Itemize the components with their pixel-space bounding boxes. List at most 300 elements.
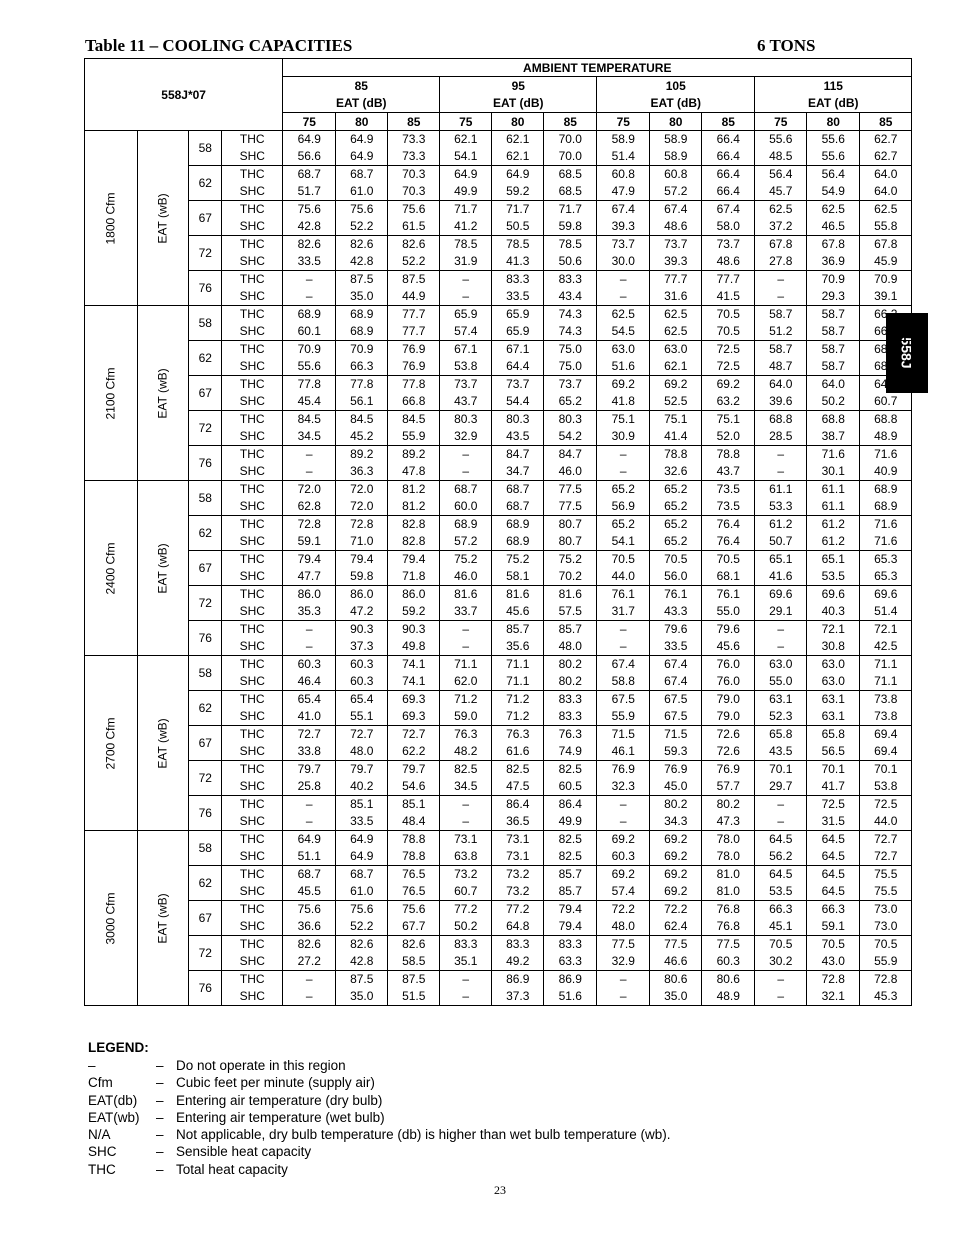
shc-value: 39.1 <box>860 288 912 306</box>
thc-value: 76.4 <box>702 516 755 534</box>
shc-value: – <box>755 813 807 831</box>
wet-bulb-temp: 76 <box>189 796 222 831</box>
shc-value: 78.0 <box>702 848 755 866</box>
thc-value: 67.4 <box>650 656 702 674</box>
legend-description: Entering air temperature (wet bulb) <box>176 1109 385 1125</box>
shc-value: 47.8 <box>388 463 440 481</box>
cfm-label: 2700 Cfm <box>103 716 118 770</box>
thc-value: 70.0 <box>544 131 597 149</box>
shc-value: 70.5 <box>702 323 755 341</box>
shc-value: 52.2 <box>336 918 388 936</box>
thc-value: 75.6 <box>388 201 440 219</box>
shc-value: 65.2 <box>650 533 702 551</box>
thc-value: 64.0 <box>755 376 807 394</box>
thc-value: 63.0 <box>807 656 860 674</box>
wet-bulb-temp: 72 <box>189 936 222 971</box>
shc-value: 41.2 <box>440 218 492 236</box>
legend-dash: – <box>156 1144 164 1160</box>
thc-value: 70.5 <box>755 936 807 954</box>
thc-value: 75.6 <box>283 201 336 219</box>
thc-value: 80.2 <box>702 796 755 814</box>
thc-value: 68.9 <box>492 516 544 534</box>
thc-value: 72.0 <box>283 481 336 499</box>
eat-db-label: EAT (dB) <box>808 95 859 110</box>
cfm-label: 3000 Cfm <box>103 891 118 945</box>
thc-value: 82.5 <box>492 761 544 779</box>
shc-value: 39.6 <box>755 393 807 411</box>
thc-value: 71.1 <box>492 656 544 674</box>
thc-value: 76.8 <box>702 901 755 919</box>
shc-value: 59.8 <box>544 218 597 236</box>
shc-value: – <box>440 988 492 1006</box>
thc-row-label: THC <box>222 726 283 744</box>
shc-value: 55.0 <box>702 603 755 621</box>
shc-value: 41.7 <box>807 778 860 796</box>
shc-value: – <box>283 988 336 1006</box>
shc-value: 48.0 <box>597 918 650 936</box>
thc-value: 67.1 <box>492 341 544 359</box>
shc-value: 60.7 <box>440 883 492 901</box>
thc-value: 69.2 <box>597 866 650 884</box>
shc-value: 41.3 <box>492 253 544 271</box>
shc-value: 51.5 <box>388 988 440 1006</box>
thc-value: 68.7 <box>336 866 388 884</box>
section-tab-label: 558J <box>899 337 915 369</box>
shc-value: – <box>755 288 807 306</box>
thc-value: 77.8 <box>336 376 388 394</box>
shc-value: 73.2 <box>492 883 544 901</box>
thc-value: 72.8 <box>807 971 860 989</box>
shc-value: 57.5 <box>544 603 597 621</box>
shc-value: 51.6 <box>597 358 650 376</box>
shc-value: 43.5 <box>755 743 807 761</box>
thc-value: 84.7 <box>544 446 597 464</box>
thc-value: 62.1 <box>440 131 492 149</box>
wet-bulb-temp: 67 <box>189 551 222 586</box>
shc-value: 64.8 <box>492 918 544 936</box>
thc-value: 56.4 <box>755 166 807 184</box>
shc-value: 31.5 <box>807 813 860 831</box>
shc-value: 29.3 <box>807 288 860 306</box>
ambient-temperature-header: AMBIENT TEMPERATURE <box>283 59 912 77</box>
wet-bulb-temp: 62 <box>189 516 222 551</box>
table-row <box>85 866 912 884</box>
thc-value: 71.7 <box>492 201 544 219</box>
thc-value: 68.8 <box>807 411 860 429</box>
thc-value: 77.7 <box>702 271 755 289</box>
shc-value: 56.0 <box>650 568 702 586</box>
shc-value: 52.5 <box>650 393 702 411</box>
thc-value: 69.2 <box>702 376 755 394</box>
shc-value: 51.6 <box>544 988 597 1006</box>
thc-value: 64.0 <box>807 376 860 394</box>
thc-value: 71.7 <box>440 201 492 219</box>
wet-bulb-temp: 67 <box>189 726 222 761</box>
table-row <box>85 166 912 184</box>
legend <box>88 1040 671 1178</box>
shc-value: 27.8 <box>755 253 807 271</box>
db-temp-header: 80 <box>336 113 388 131</box>
thc-value: 76.9 <box>702 761 755 779</box>
shc-value: 77.5 <box>544 498 597 516</box>
thc-value: 77.8 <box>388 376 440 394</box>
shc-value: 50.2 <box>440 918 492 936</box>
thc-value: 81.0 <box>702 866 755 884</box>
table-row <box>85 971 912 989</box>
shc-value: 78.8 <box>388 848 440 866</box>
thc-value: 71.6 <box>807 446 860 464</box>
shc-value: 81.0 <box>702 883 755 901</box>
shc-value: 73.8 <box>860 708 912 726</box>
shc-value: 67.5 <box>650 708 702 726</box>
thc-value: 66.4 <box>702 166 755 184</box>
legend-key: EAT(wb) <box>88 1109 140 1125</box>
thc-value: 83.3 <box>492 936 544 954</box>
page-number: 23 <box>494 1183 506 1197</box>
thc-value: 87.5 <box>388 971 440 989</box>
thc-value: 64.5 <box>807 831 860 849</box>
thc-value: 74.3 <box>544 306 597 324</box>
shc-value: 64.9 <box>336 148 388 166</box>
thc-row-label: THC <box>222 376 283 394</box>
shc-value: 37.3 <box>336 638 388 656</box>
shc-row-label: SHC <box>222 988 283 1006</box>
thc-value: 63.0 <box>755 656 807 674</box>
table-row <box>85 446 912 464</box>
thc-row-label: THC <box>222 481 283 499</box>
legend-key: N/A <box>88 1127 111 1143</box>
thc-value: 67.8 <box>860 236 912 254</box>
thc-value: 70.3 <box>388 166 440 184</box>
thc-row-label: THC <box>222 411 283 429</box>
shc-row-label: SHC <box>222 708 283 726</box>
shc-value: 72.0 <box>336 498 388 516</box>
eat-wb-label: EAT (wB) <box>155 717 170 769</box>
shc-value: 55.1 <box>336 708 388 726</box>
shc-value: 28.5 <box>755 428 807 446</box>
shc-value: 40.3 <box>807 603 860 621</box>
thc-value: – <box>283 621 336 639</box>
thc-value: 72.7 <box>283 726 336 744</box>
thc-value: 79.0 <box>702 691 755 709</box>
legend-dash: – <box>156 1075 164 1091</box>
shc-value: 55.6 <box>807 148 860 166</box>
shc-value: 61.5 <box>388 218 440 236</box>
shc-value: 63.3 <box>544 953 597 971</box>
shc-value: 61.2 <box>807 533 860 551</box>
thc-value: 79.6 <box>702 621 755 639</box>
thc-value: 86.0 <box>336 586 388 604</box>
shc-value: 36.9 <box>807 253 860 271</box>
shc-value: 69.4 <box>860 743 912 761</box>
shc-value: 65.9 <box>492 323 544 341</box>
shc-value: 57.2 <box>440 533 492 551</box>
shc-value: 44.9 <box>388 288 440 306</box>
thc-value: 68.8 <box>755 411 807 429</box>
shc-value: 49.8 <box>388 638 440 656</box>
shc-value: 33.8 <box>283 743 336 761</box>
shc-value: 63.0 <box>807 673 860 691</box>
thc-value: 65.4 <box>336 691 388 709</box>
shc-value: 52.2 <box>388 253 440 271</box>
thc-value: 83.3 <box>544 271 597 289</box>
thc-value: 62.5 <box>755 201 807 219</box>
thc-value: 64.0 <box>860 166 912 184</box>
shc-value: 37.2 <box>755 218 807 236</box>
thc-value: 82.5 <box>544 761 597 779</box>
thc-value: 82.6 <box>336 936 388 954</box>
shc-value: 56.2 <box>755 848 807 866</box>
thc-value: 84.5 <box>336 411 388 429</box>
shc-row-label: SHC <box>222 638 283 656</box>
wet-bulb-temp: 58 <box>189 831 222 866</box>
shc-value: 75.0 <box>544 358 597 376</box>
legend-dash: – <box>156 1109 164 1125</box>
thc-value: 67.5 <box>650 691 702 709</box>
cooling-capacity-table <box>84 58 912 1006</box>
thc-value: 67.4 <box>597 656 650 674</box>
shc-value: – <box>440 288 492 306</box>
thc-value: 80.3 <box>544 411 597 429</box>
thc-value: 58.7 <box>807 341 860 359</box>
shc-value: 80.2 <box>544 673 597 691</box>
thc-value: 82.5 <box>440 761 492 779</box>
shc-value: 63.8 <box>440 848 492 866</box>
thc-value: 64.0 <box>860 376 912 394</box>
shc-value: 45.3 <box>860 988 912 1006</box>
thc-value: 68.7 <box>492 481 544 499</box>
shc-value: 81.2 <box>388 498 440 516</box>
shc-value: 55.9 <box>597 708 650 726</box>
shc-row-label: SHC <box>222 463 283 481</box>
thc-value: 58.9 <box>597 131 650 149</box>
thc-row-label: THC <box>222 551 283 569</box>
shc-value: 31.6 <box>650 288 702 306</box>
table-row <box>85 481 912 499</box>
shc-value: 57.2 <box>650 183 702 201</box>
shc-value: 47.7 <box>283 568 336 586</box>
thc-value: 75.2 <box>492 551 544 569</box>
shc-value: 57.4 <box>440 323 492 341</box>
shc-value: 66.2 <box>860 323 912 341</box>
shc-value: 52.3 <box>755 708 807 726</box>
shc-value: 61.0 <box>336 883 388 901</box>
thc-value: 70.5 <box>702 551 755 569</box>
thc-row-label: THC <box>222 621 283 639</box>
shc-value: 55.9 <box>860 953 912 971</box>
thc-value: 61.1 <box>755 481 807 499</box>
thc-value: 89.2 <box>388 446 440 464</box>
thc-value: 61.2 <box>755 516 807 534</box>
cfm-label: 1800 Cfm <box>103 191 118 245</box>
shc-value: – <box>755 638 807 656</box>
thc-value: 78.8 <box>702 446 755 464</box>
shc-value: 68.9 <box>860 498 912 516</box>
thc-value: 79.4 <box>336 551 388 569</box>
thc-value: 80.7 <box>544 516 597 534</box>
shc-value: 29.7 <box>755 778 807 796</box>
thc-value: 77.5 <box>597 936 650 954</box>
shc-value: 30.1 <box>807 463 860 481</box>
thc-value: – <box>597 446 650 464</box>
thc-value: 72.8 <box>336 516 388 534</box>
thc-value: 85.1 <box>336 796 388 814</box>
thc-value: 73.7 <box>597 236 650 254</box>
shc-value: 64.4 <box>492 358 544 376</box>
shc-value: 62.5 <box>650 323 702 341</box>
shc-value: 37.3 <box>492 988 544 1006</box>
shc-value: 60.3 <box>336 673 388 691</box>
thc-value: 55.6 <box>807 131 860 149</box>
shc-value: 53.3 <box>755 498 807 516</box>
thc-value: 68.7 <box>283 166 336 184</box>
shc-value: 68.5 <box>544 183 597 201</box>
shc-value: 64.9 <box>336 848 388 866</box>
shc-value: 47.9 <box>597 183 650 201</box>
shc-value: 62.0 <box>440 673 492 691</box>
shc-value: 49.9 <box>544 813 597 831</box>
db-temp-header: 85 <box>702 113 755 131</box>
thc-value: 64.9 <box>283 131 336 149</box>
shc-value: 74.9 <box>544 743 597 761</box>
shc-value: 42.5 <box>860 638 912 656</box>
shc-value: 54.9 <box>807 183 860 201</box>
shc-value: 60.3 <box>597 848 650 866</box>
table-row <box>85 621 912 639</box>
thc-value: 81.6 <box>544 586 597 604</box>
legend-key: – <box>88 1058 96 1073</box>
shc-value: – <box>597 288 650 306</box>
shc-value: 83.3 <box>544 708 597 726</box>
shc-value: 65.2 <box>650 498 702 516</box>
thc-value: 75.6 <box>283 901 336 919</box>
thc-value: 80.2 <box>544 656 597 674</box>
shc-value: 43.0 <box>807 953 860 971</box>
shc-value: 46.5 <box>807 218 860 236</box>
shc-value: 49.2 <box>492 953 544 971</box>
thc-value: 65.4 <box>283 691 336 709</box>
thc-value: 75.2 <box>440 551 492 569</box>
shc-value: 31.7 <box>597 603 650 621</box>
thc-value: 67.4 <box>597 201 650 219</box>
shc-row-label: SHC <box>222 323 283 341</box>
thc-value: 76.9 <box>650 761 702 779</box>
shc-value: – <box>597 813 650 831</box>
thc-value: 78.8 <box>388 831 440 849</box>
ambient-temp-label: 105 <box>665 78 686 93</box>
thc-value: 69.2 <box>597 831 650 849</box>
thc-value: 73.1 <box>440 831 492 849</box>
shc-value: 45.7 <box>755 183 807 201</box>
shc-value: 35.3 <box>283 603 336 621</box>
thc-row-label: THC <box>222 901 283 919</box>
shc-value: 68.9 <box>492 533 544 551</box>
db-temp-header: 80 <box>492 113 544 131</box>
thc-value: 58.7 <box>807 306 860 324</box>
shc-value: 72.6 <box>702 743 755 761</box>
thc-row-label: THC <box>222 936 283 954</box>
thc-value: 71.6 <box>860 446 912 464</box>
thc-value: 82.6 <box>336 236 388 254</box>
thc-value: 72.7 <box>336 726 388 744</box>
table-row <box>85 411 912 429</box>
wet-bulb-temp: 62 <box>189 341 222 376</box>
shc-value: 80.7 <box>544 533 597 551</box>
eat-db-label: EAT (dB) <box>336 95 387 110</box>
thc-value: 82.6 <box>388 936 440 954</box>
shc-value: 66.4 <box>702 148 755 166</box>
thc-value: 68.7 <box>283 866 336 884</box>
shc-value: 55.0 <box>755 673 807 691</box>
shc-value: 59.3 <box>650 743 702 761</box>
thc-value: 70.5 <box>597 551 650 569</box>
shc-value: 64.0 <box>860 183 912 201</box>
thc-value: 64.9 <box>492 166 544 184</box>
legend-description: Cubic feet per minute (supply air) <box>176 1075 375 1091</box>
shc-value: 32.9 <box>597 953 650 971</box>
thc-value: 72.2 <box>650 901 702 919</box>
wet-bulb-temp: 67 <box>189 376 222 411</box>
legend-item <box>88 1161 671 1178</box>
shc-row-label: SHC <box>222 218 283 236</box>
thc-value: – <box>440 446 492 464</box>
ambient-header-115 <box>755 77 912 113</box>
thc-value: 75.0 <box>544 341 597 359</box>
tonnage-label: 6 TONS <box>757 36 816 55</box>
thc-value: 82.6 <box>388 236 440 254</box>
shc-value: 85.7 <box>544 883 597 901</box>
shc-value: 33.5 <box>650 638 702 656</box>
shc-row-label: SHC <box>222 253 283 271</box>
thc-row-label: THC <box>222 341 283 359</box>
legend-description: Do not operate in this region <box>176 1058 346 1073</box>
thc-value: 61.2 <box>807 516 860 534</box>
table-title: Table 11 – COOLING CAPACITIES <box>85 36 353 55</box>
thc-value: 76.0 <box>702 656 755 674</box>
model-header: 558J*07 <box>85 59 283 131</box>
thc-value: 86.9 <box>492 971 544 989</box>
thc-value: 77.5 <box>544 481 597 499</box>
shc-value: 73.0 <box>860 918 912 936</box>
wet-bulb-temp: 72 <box>189 586 222 621</box>
shc-value: 45.2 <box>336 428 388 446</box>
shc-value: 46.4 <box>283 673 336 691</box>
db-temp-header: 75 <box>283 113 336 131</box>
wet-bulb-temp: 76 <box>189 446 222 481</box>
table-row <box>85 516 912 534</box>
thc-value: 70.9 <box>336 341 388 359</box>
shc-value: 41.0 <box>283 708 336 726</box>
shc-value: 68.9 <box>336 323 388 341</box>
ambient-temp-label: 85 <box>354 78 368 93</box>
shc-value: 32.6 <box>650 463 702 481</box>
thc-value: 70.9 <box>807 271 860 289</box>
cfm-label: 2100 Cfm <box>103 366 118 420</box>
shc-value: 25.8 <box>283 778 336 796</box>
shc-value: 66.3 <box>336 358 388 376</box>
table-row <box>85 796 912 814</box>
shc-value: 65.3 <box>860 568 912 586</box>
shc-value: 50.5 <box>492 218 544 236</box>
shc-value: 50.2 <box>807 393 860 411</box>
thc-row-label: THC <box>222 236 283 254</box>
thc-value: 69.2 <box>597 376 650 394</box>
shc-value: 64.5 <box>807 883 860 901</box>
thc-value: 66.3 <box>755 901 807 919</box>
thc-value: 60.8 <box>650 166 702 184</box>
shc-row-label: SHC <box>222 883 283 901</box>
shc-value: 32.3 <box>597 778 650 796</box>
